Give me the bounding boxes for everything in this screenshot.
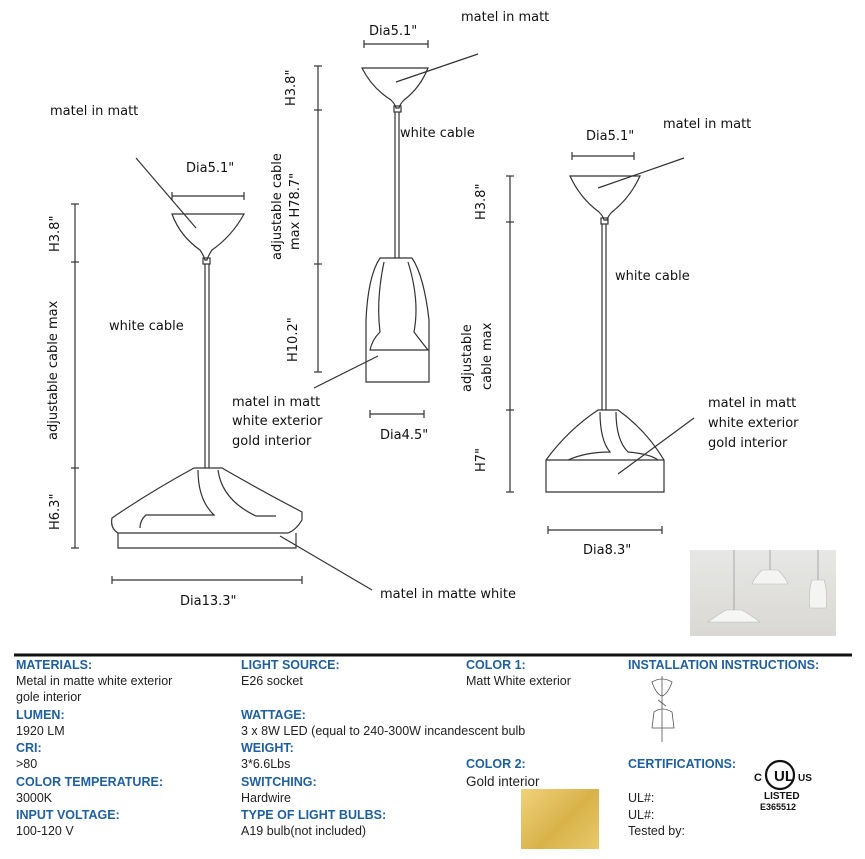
install-heading: INSTALLATION INSTRUCTIONS: [628,658,820,672]
color-temp-heading: COLOR TEMPERATURE: [16,775,163,789]
materials-value-1: Metal in matte white exterior [16,674,173,688]
input-voltage-value: 100-120 V [16,824,74,838]
right-cable-height-1: adjustable [460,324,475,392]
middle-dia-top: Dia5.1" [369,24,418,39]
left-material-bottom: matel in matte white [380,587,516,602]
wattage-heading: WATTAGE: [241,708,306,722]
left-h-top: H3.8" [48,215,63,252]
tested-by: Tested by: [628,824,685,838]
middle-cable-height-1: adjustable cable [270,153,285,260]
installation-icon [652,676,674,742]
middle-material-bottom-2: white exterior [232,414,323,429]
middle-h-shade: H10.2" [286,317,301,362]
svg-text:UL: UL [774,768,794,785]
right-dia-bottom: Dia8.3" [583,543,632,558]
bulbs-heading: TYPE OF LIGHT BULBS: [241,808,387,822]
middle-material-bottom-3: gold interior [232,434,312,449]
left-h-shade: H6.3" [48,493,63,530]
product-photo [690,550,836,636]
light-source-value: E26 socket [241,674,303,688]
left-canopy [172,214,244,260]
right-material-bottom-2: white exterior [708,416,799,431]
switching-value: Hardwire [241,791,292,805]
light-source-heading: LIGHT SOURCE: [241,658,340,672]
bulbs-value: A19 bulb(not included) [241,824,367,838]
right-cable: white cable [615,269,690,284]
right-material-top: matel in matt [663,117,752,132]
color1-value: Matt White exterior [466,674,571,688]
cri-heading: CRI: [16,741,42,755]
left-cable: white cable [109,319,184,334]
ul-number-text: E365512 [760,802,797,812]
right-material-bottom-3: gold interior [708,436,788,451]
weight-heading: WEIGHT: [241,741,294,755]
switching-heading: SWITCHING: [241,775,317,789]
ul-listed-text: LISTED [764,791,800,802]
color2-heading: COLOR 2: [466,757,526,771]
gold-swatch [521,789,599,849]
ul-number-1: UL#: [628,791,655,805]
middle-h-top: H3.8" [284,69,299,106]
input-voltage-heading: INPUT VOLTAGE: [16,808,120,822]
middle-cable-height-2: max H78.7" [288,172,303,250]
left-dia-top: Dia5.1" [186,161,235,176]
right-canopy [570,176,640,220]
right-material-bottom-1: matel in matt [708,396,797,411]
color1-heading: COLOR 1: [466,658,526,672]
middle-cable: white cable [400,126,475,141]
middle-dia-bottom: Dia4.5" [380,428,429,443]
right-cable-height-2: cable max [480,322,495,390]
lumen-heading: LUMEN: [16,708,65,722]
middle-material-top: matel in matt [461,10,550,25]
right-h-top: H3.8" [474,183,489,220]
ul-listed-logo [750,757,822,813]
ul-c-mark: C [754,772,762,784]
lumen-value: 1920 LM [16,724,65,738]
ul-number-2: UL#: [628,808,655,822]
ul-us-mark: US [798,773,812,784]
weight-value: 3*6.6Lbs [241,757,291,771]
materials-heading: MATERIALS: [16,658,93,672]
wattage-value: 3 x 8W LED (equal to 240-300W incandescent bulb [241,724,526,738]
right-dia-top: Dia5.1" [586,129,635,144]
middle-shade [366,258,429,382]
cert-heading: CERTIFICATIONS: [628,757,737,771]
left-material-top: matel in matt [50,104,139,119]
color2-value: Gold interior [466,774,540,789]
color-temp-value: 3000K [16,791,53,805]
right-shade [546,410,664,492]
left-cable-height: adjustable cable max [46,300,61,440]
left-dia-bottom: Dia13.3" [180,594,237,609]
right-h-shade: H7" [474,447,489,472]
cri-value: >80 [16,757,38,771]
middle-material-bottom-1: matel in matt [232,395,321,410]
materials-value-2: gole interior [16,690,82,704]
